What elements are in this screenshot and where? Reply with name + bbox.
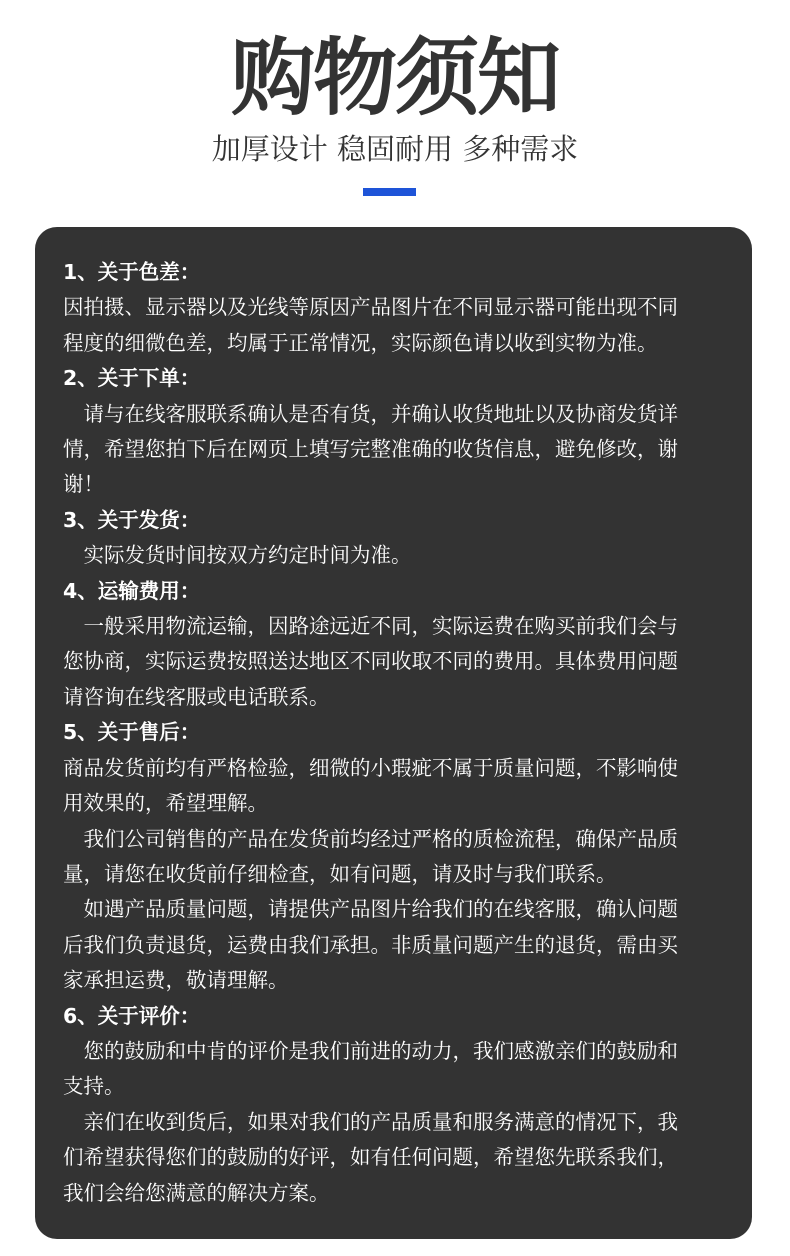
notice-line: 实际发货时间按双方约定时间为准。 xyxy=(63,543,412,568)
notice-line: 因拍摄、显示器以及光线等原因产品图片在不同显示器可能出现不同 xyxy=(63,295,678,320)
notice-line: 程度的细微色差，均属于正常情况，实际颜色请以收到实物为准。 xyxy=(63,330,658,355)
notice-line: 亲们在收到货后，如果对我们的产品质量和服务满意的情况下，我 xyxy=(63,1109,678,1134)
page-header xyxy=(0,0,790,220)
section-heading-after-sales: 5、关于售后： xyxy=(63,720,201,745)
accent-divider xyxy=(363,188,416,196)
section-heading-reviews: 6、关于评价： xyxy=(63,1003,201,1028)
notice-line: 您的鼓励和中肯的评价是我们前进的动力，我们感激亲们的鼓励和 xyxy=(63,1038,678,1063)
notice-line: 如遇产品质量问题，请提供产品图片给我们的在线客服，确认问题 xyxy=(63,897,678,922)
notice-line: 我们会给您满意的解决方案。 xyxy=(63,1180,330,1205)
section-heading-shipping: 3、关于发货： xyxy=(63,507,201,532)
notice-line: 您协商，实际运费按照送达地区不同收取不同的费用。具体费用问题 xyxy=(63,649,678,674)
notice-line: 用效果的，希望理解。 xyxy=(63,791,268,816)
notice-line: 支持。 xyxy=(63,1074,125,1099)
page-title: 购物须知 xyxy=(230,29,559,127)
notice-line: 谢！ xyxy=(63,472,104,497)
notice-line: 情，希望您拍下后在网页上填写完整准确的收货信息，避免修改，谢 xyxy=(63,437,678,462)
section-heading-freight: 4、运输费用： xyxy=(63,578,201,603)
notice-line: 们希望获得您们的鼓励的好评，如有任何问题，希望您先联系我们， xyxy=(63,1145,678,1170)
notice-panel xyxy=(35,227,752,1239)
section-heading-color-difference: 1、关于色差： xyxy=(63,260,201,284)
notice-line: 请咨询在线客服或电话联系。 xyxy=(63,684,330,709)
notice-line: 一般采用物流运输，因路途远近不同，实际运费在购买前我们会与 xyxy=(63,614,678,639)
notice-line: 商品发货前均有严格检验，细微的小瑕疵不属于质量问题，不影响使 xyxy=(63,755,678,780)
section-heading-ordering: 2、关于下单： xyxy=(63,366,201,391)
page-subtitle: 加厚设计 稳固耐用 多种需求 xyxy=(211,132,579,166)
notice-line: 量，请您在收货前仔细检查，如有问题，请及时与我们联系。 xyxy=(63,861,617,886)
notice-line: 家承担运费，敬请理解。 xyxy=(63,968,289,993)
notice-line: 我们公司销售的产品在发货前均经过严格的质检流程，确保产品质 xyxy=(63,826,678,851)
notice-line: 后我们负责退货，运费由我们承担。非质量问题产生的退货，需由买 xyxy=(63,932,678,957)
notice-line: 请与在线客服联系确认是否有货，并确认收货地址以及协商发货详 xyxy=(63,401,678,426)
